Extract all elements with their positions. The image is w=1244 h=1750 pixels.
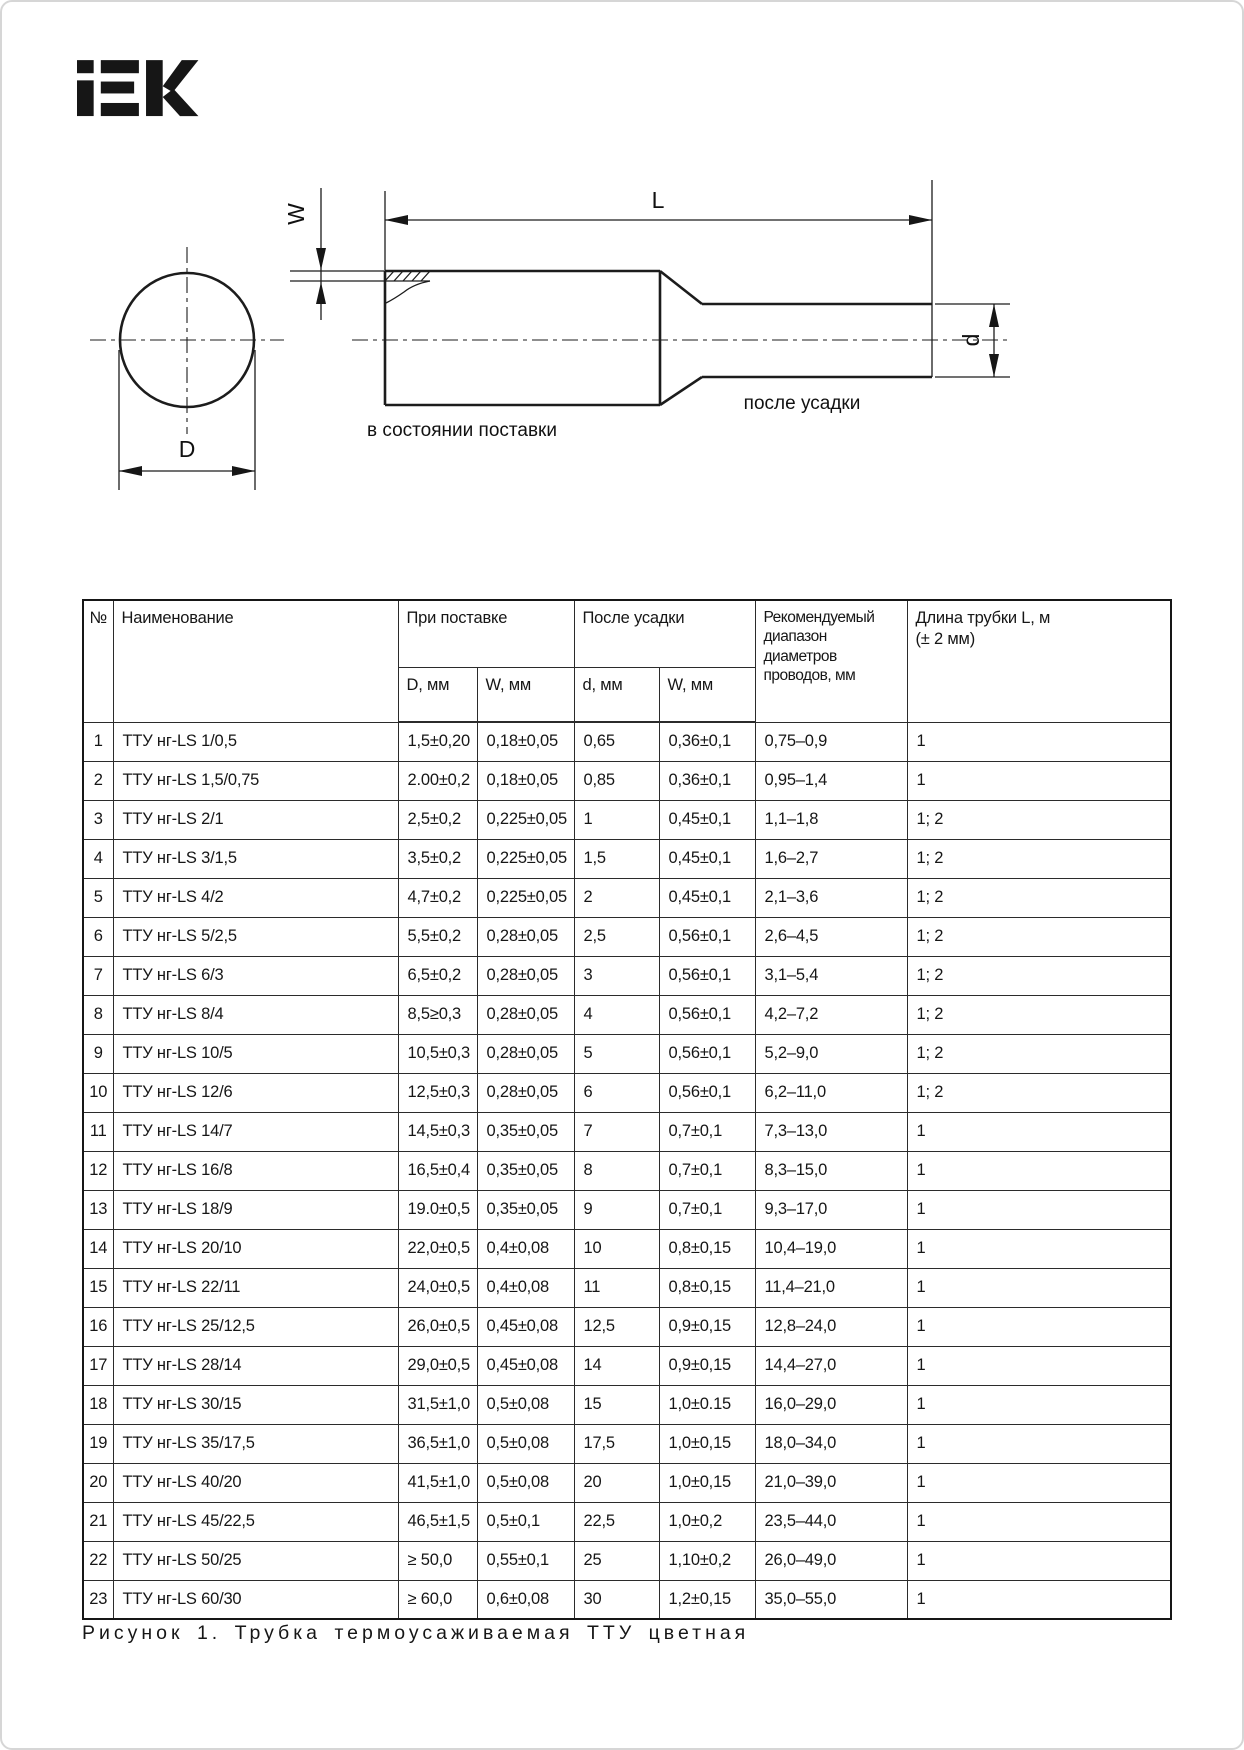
cell-d: 6 (574, 1073, 659, 1112)
cell-d: 22,5 (574, 1502, 659, 1541)
cell-W1: 0,225±0,05 (477, 878, 574, 917)
cell-range: 1,6–2,7 (755, 839, 907, 878)
cell-D: 14,5±0,3 (398, 1112, 477, 1151)
table-row (83, 800, 1171, 839)
cell-name: ТТУ нг-LS 10/5 (113, 1034, 398, 1073)
table-row (83, 1541, 1171, 1580)
cell-D: 29,0±0,5 (398, 1346, 477, 1385)
cell-name: ТТУ нг-LS 4/2 (113, 878, 398, 917)
cell-len: 1; 2 (907, 878, 1171, 917)
cell-W2: 0,45±0,1 (659, 800, 755, 839)
cell-D: ≥ 50,0 (398, 1541, 477, 1580)
table-row (83, 917, 1171, 956)
cell-num: 21 (83, 1502, 113, 1541)
cell-name: ТТУ нг-LS 60/30 (113, 1580, 398, 1619)
table-row (83, 1463, 1171, 1502)
cell-num: 17 (83, 1346, 113, 1385)
cell-W2: 0,56±0,1 (659, 917, 755, 956)
cell-name: ТТУ нг-LS 1/0,5 (113, 722, 398, 761)
cell-len: 1 (907, 1502, 1171, 1541)
table-row (83, 1307, 1171, 1346)
spec-table (82, 599, 1172, 1620)
cell-D: 16,5±0,4 (398, 1151, 477, 1190)
cell-W2: 0,45±0,1 (659, 839, 755, 878)
cell-W2: 0,8±0,15 (659, 1268, 755, 1307)
table-row (83, 1580, 1171, 1619)
cell-range: 35,0–55,0 (755, 1580, 907, 1619)
cell-W2: 1,0±0,15 (659, 1463, 755, 1502)
cell-range: 21,0–39,0 (755, 1463, 907, 1502)
header-length (907, 600, 1171, 722)
cell-W1: 0,225±0,05 (477, 800, 574, 839)
cell-range: 8,3–15,0 (755, 1151, 907, 1190)
cell-num: 9 (83, 1034, 113, 1073)
cell-len: 1; 2 (907, 839, 1171, 878)
cell-D: 3,5±0,2 (398, 839, 477, 878)
cell-range: 11,4–21,0 (755, 1268, 907, 1307)
cell-len: 1 (907, 1190, 1171, 1229)
cell-W2: 0,9±0,15 (659, 1346, 755, 1385)
table-row (83, 1073, 1171, 1112)
cell-name: ТТУ нг-LS 35/17,5 (113, 1424, 398, 1463)
table-row (83, 1268, 1171, 1307)
cell-name: ТТУ нг-LS 50/25 (113, 1541, 398, 1580)
cell-num: 12 (83, 1151, 113, 1190)
header-num: № (83, 600, 113, 722)
table-row (83, 1190, 1171, 1229)
cell-range: 26,0–49,0 (755, 1541, 907, 1580)
cell-num: 16 (83, 1307, 113, 1346)
dim-label-d: d (958, 333, 984, 347)
cell-d: 9 (574, 1190, 659, 1229)
table-row (83, 1151, 1171, 1190)
cell-num: 13 (83, 1190, 113, 1229)
cell-name: ТТУ нг-LS 8/4 (113, 995, 398, 1034)
cell-D: 1,5±0,20 (398, 722, 477, 761)
cell-len: 1 (907, 1463, 1171, 1502)
cell-W1: 0,28±0,05 (477, 995, 574, 1034)
cell-W2: 0,56±0,1 (659, 956, 755, 995)
table-row (83, 1034, 1171, 1073)
cell-d: 20 (574, 1463, 659, 1502)
cell-name: ТТУ нг-LS 30/15 (113, 1385, 398, 1424)
cell-range: 10,4–19,0 (755, 1229, 907, 1268)
cell-len: 1 (907, 1385, 1171, 1424)
cell-d: 12,5 (574, 1307, 659, 1346)
cell-D: 10,5±0,3 (398, 1034, 477, 1073)
cell-name: ТТУ нг-LS 12/6 (113, 1073, 398, 1112)
cell-num: 18 (83, 1385, 113, 1424)
cell-num: 22 (83, 1541, 113, 1580)
cell-W1: 0,6±0,08 (477, 1580, 574, 1619)
cell-name: ТТУ нг-LS 18/9 (113, 1190, 398, 1229)
cell-W1: 0,4±0,08 (477, 1268, 574, 1307)
cell-D: 6,5±0,2 (398, 956, 477, 995)
cell-d: 8 (574, 1151, 659, 1190)
cell-num: 6 (83, 917, 113, 956)
cell-W2: 0,56±0,1 (659, 1073, 755, 1112)
table-row (83, 1385, 1171, 1424)
table-row (83, 839, 1171, 878)
cell-range: 23,5–44,0 (755, 1502, 907, 1541)
cell-W2: 1,0±0,15 (659, 1424, 755, 1463)
cell-name: ТТУ нг-LS 25/12,5 (113, 1307, 398, 1346)
cell-D: 5,5±0,2 (398, 917, 477, 956)
cell-W2: 0,45±0,1 (659, 878, 755, 917)
cell-W2: 0,7±0,1 (659, 1190, 755, 1229)
cell-name: ТТУ нг-LS 14/7 (113, 1112, 398, 1151)
cell-name: ТТУ нг-LS 28/14 (113, 1346, 398, 1385)
cell-range: 12,8–24,0 (755, 1307, 907, 1346)
cell-num: 20 (83, 1463, 113, 1502)
cell-D: 26,0±0,5 (398, 1307, 477, 1346)
cell-d: 2,5 (574, 917, 659, 956)
cell-len: 1 (907, 1424, 1171, 1463)
cell-range: 14,4–27,0 (755, 1346, 907, 1385)
cell-W1: 0,45±0,08 (477, 1307, 574, 1346)
cell-len: 1 (907, 1580, 1171, 1619)
cell-name: ТТУ нг-LS 16/8 (113, 1151, 398, 1190)
dim-label-W: W (283, 203, 309, 225)
table-row (83, 1502, 1171, 1541)
cell-D: 12,5±0,3 (398, 1073, 477, 1112)
cell-W2: 0,7±0,1 (659, 1112, 755, 1151)
cell-W1: 0,35±0,05 (477, 1151, 574, 1190)
cell-d: 17,5 (574, 1424, 659, 1463)
cell-len: 1 (907, 1346, 1171, 1385)
table-row (83, 1346, 1171, 1385)
cell-W2: 1,10±0,2 (659, 1541, 755, 1580)
cell-name: ТТУ нг-LS 1,5/0,75 (113, 761, 398, 800)
cell-range: 18,0–34,0 (755, 1424, 907, 1463)
cell-D: 19.0±0,5 (398, 1190, 477, 1229)
figure-caption: Рисунок 1. Трубка термоусаживаемая ТТУ цветная (82, 1622, 750, 1644)
cell-d: 11 (574, 1268, 659, 1307)
cell-num: 14 (83, 1229, 113, 1268)
cell-d: 30 (574, 1580, 659, 1619)
cell-d: 14 (574, 1346, 659, 1385)
cell-d: 1,5 (574, 839, 659, 878)
table-row (83, 722, 1171, 761)
cell-D: 2.00±0,2 (398, 761, 477, 800)
cell-W1: 0,225±0,05 (477, 839, 574, 878)
cell-d: 1 (574, 800, 659, 839)
cell-W1: 0,35±0,05 (477, 1112, 574, 1151)
cell-len: 1; 2 (907, 1073, 1171, 1112)
cell-name: ТТУ нг-LS 2/1 (113, 800, 398, 839)
table-row (83, 1229, 1171, 1268)
cell-W1: 0,18±0,05 (477, 761, 574, 800)
spec-table-body (83, 722, 1171, 1619)
cell-len: 1 (907, 761, 1171, 800)
cell-num: 15 (83, 1268, 113, 1307)
cell-W1: 0,5±0,08 (477, 1385, 574, 1424)
table-row (83, 956, 1171, 995)
cell-d: 5 (574, 1034, 659, 1073)
table-row (83, 761, 1171, 800)
cell-d: 0,85 (574, 761, 659, 800)
cell-D: 36,5±1,0 (398, 1424, 477, 1463)
cell-d: 10 (574, 1229, 659, 1268)
cell-D: 24,0±0,5 (398, 1268, 477, 1307)
cell-D: 41,5±1,0 (398, 1463, 477, 1502)
cell-W1: 0,5±0,08 (477, 1424, 574, 1463)
cell-range: 2,6–4,5 (755, 917, 907, 956)
cell-num: 8 (83, 995, 113, 1034)
cell-range: 3,1–5,4 (755, 956, 907, 995)
cell-d: 7 (574, 1112, 659, 1151)
cell-d: 15 (574, 1385, 659, 1424)
cell-len: 1 (907, 1268, 1171, 1307)
cell-W2: 0,56±0,1 (659, 995, 755, 1034)
cell-D: ≥ 60,0 (398, 1580, 477, 1619)
cell-W1: 0,18±0,05 (477, 722, 574, 761)
cell-range: 4,2–7,2 (755, 995, 907, 1034)
cell-name: ТТУ нг-LS 22/11 (113, 1268, 398, 1307)
cell-W2: 0,9±0,15 (659, 1307, 755, 1346)
cell-D: 22,0±0,5 (398, 1229, 477, 1268)
cell-W2: 0,36±0,1 (659, 761, 755, 800)
cell-W1: 0,4±0,08 (477, 1229, 574, 1268)
header-d-shrink: d, мм (574, 668, 659, 723)
cell-len: 1; 2 (907, 1034, 1171, 1073)
cell-num: 3 (83, 800, 113, 839)
cell-d: 4 (574, 995, 659, 1034)
label-state-shrunk: после усадки (743, 393, 861, 414)
cell-d: 0,65 (574, 722, 659, 761)
cell-d: 2 (574, 878, 659, 917)
header-W-shrink: W, мм (659, 668, 755, 723)
table-row (83, 1424, 1171, 1463)
cell-len: 1 (907, 1541, 1171, 1580)
cell-d: 25 (574, 1541, 659, 1580)
header-length-line2: (± 2 мм) (915, 629, 975, 648)
cell-range: 2,1–3,6 (755, 878, 907, 917)
cell-len: 1 (907, 1307, 1171, 1346)
cell-W1: 0,28±0,05 (477, 1073, 574, 1112)
cell-name: ТТУ нг-LS 6/3 (113, 956, 398, 995)
cell-range: 5,2–9,0 (755, 1034, 907, 1073)
spec-table-header (83, 600, 1171, 722)
table-row (83, 995, 1171, 1034)
header-length-line1: Длина трубки L, м (915, 609, 1051, 627)
table-row (83, 1112, 1171, 1151)
technical-drawing (2, 2, 1244, 542)
cell-len: 1; 2 (907, 956, 1171, 995)
cell-range: 1,1–1,8 (755, 800, 907, 839)
cell-num: 5 (83, 878, 113, 917)
cell-len: 1 (907, 722, 1171, 761)
header-D-supply: D, мм (398, 668, 477, 723)
cell-W1: 0,28±0,05 (477, 1034, 574, 1073)
header-range: Рекомендуемый диапазон диаметров проводов, мм (755, 600, 907, 722)
cell-num: 10 (83, 1073, 113, 1112)
cell-W1: 0,5±0,08 (477, 1463, 574, 1502)
cell-W1: 0,28±0,05 (477, 956, 574, 995)
header-shrink-group: После усадки (574, 600, 755, 668)
cell-len: 1; 2 (907, 800, 1171, 839)
cell-num: 2 (83, 761, 113, 800)
cell-W2: 1,2±0,15 (659, 1580, 755, 1619)
label-state-supplied: в состоянии поставки (367, 420, 557, 441)
cell-range: 16,0–29,0 (755, 1385, 907, 1424)
cell-num: 23 (83, 1580, 113, 1619)
header-supply-group: При поставке (398, 600, 574, 668)
cell-W1: 0,45±0,08 (477, 1346, 574, 1385)
cell-W2: 1,0±0,2 (659, 1502, 755, 1541)
cell-name: ТТУ нг-LS 40/20 (113, 1463, 398, 1502)
dim-label-D: D (178, 436, 196, 462)
header-W-supply: W, мм (477, 668, 574, 723)
table-row (83, 878, 1171, 917)
cell-num: 1 (83, 722, 113, 761)
cell-D: 46,5±1,5 (398, 1502, 477, 1541)
cell-W2: 0,7±0,1 (659, 1151, 755, 1190)
cell-len: 1 (907, 1112, 1171, 1151)
cell-name: ТТУ нг-LS 45/22,5 (113, 1502, 398, 1541)
cell-W1: 0,35±0,05 (477, 1190, 574, 1229)
cell-num: 7 (83, 956, 113, 995)
cell-range: 7,3–13,0 (755, 1112, 907, 1151)
cell-W1: 0,55±0,1 (477, 1541, 574, 1580)
cell-D: 2,5±0,2 (398, 800, 477, 839)
cell-name: ТТУ нг-LS 20/10 (113, 1229, 398, 1268)
cell-D: 4,7±0,2 (398, 878, 477, 917)
header-name: Наименование (113, 600, 398, 722)
cell-len: 1 (907, 1229, 1171, 1268)
cell-range: 9,3–17,0 (755, 1190, 907, 1229)
cell-num: 19 (83, 1424, 113, 1463)
cell-range: 0,95–1,4 (755, 761, 907, 800)
cell-name: ТТУ нг-LS 3/1,5 (113, 839, 398, 878)
cell-range: 0,75–0,9 (755, 722, 907, 761)
cell-num: 11 (83, 1112, 113, 1151)
cell-num: 4 (83, 839, 113, 878)
cell-len: 1 (907, 1151, 1171, 1190)
cell-W2: 1,0±0.15 (659, 1385, 755, 1424)
cell-W1: 0,28±0,05 (477, 917, 574, 956)
cell-d: 3 (574, 956, 659, 995)
cell-W2: 0,36±0,1 (659, 722, 755, 761)
cell-len: 1; 2 (907, 917, 1171, 956)
cell-W2: 0,56±0,1 (659, 1034, 755, 1073)
cell-W1: 0,5±0,1 (477, 1502, 574, 1541)
cell-W2: 0,8±0,15 (659, 1229, 755, 1268)
cell-D: 8,5≥0,3 (398, 995, 477, 1034)
cell-range: 6,2–11,0 (755, 1073, 907, 1112)
cell-len: 1; 2 (907, 995, 1171, 1034)
dim-label-L: L (651, 187, 665, 213)
cell-name: ТТУ нг-LS 5/2,5 (113, 917, 398, 956)
cell-D: 31,5±1,0 (398, 1385, 477, 1424)
